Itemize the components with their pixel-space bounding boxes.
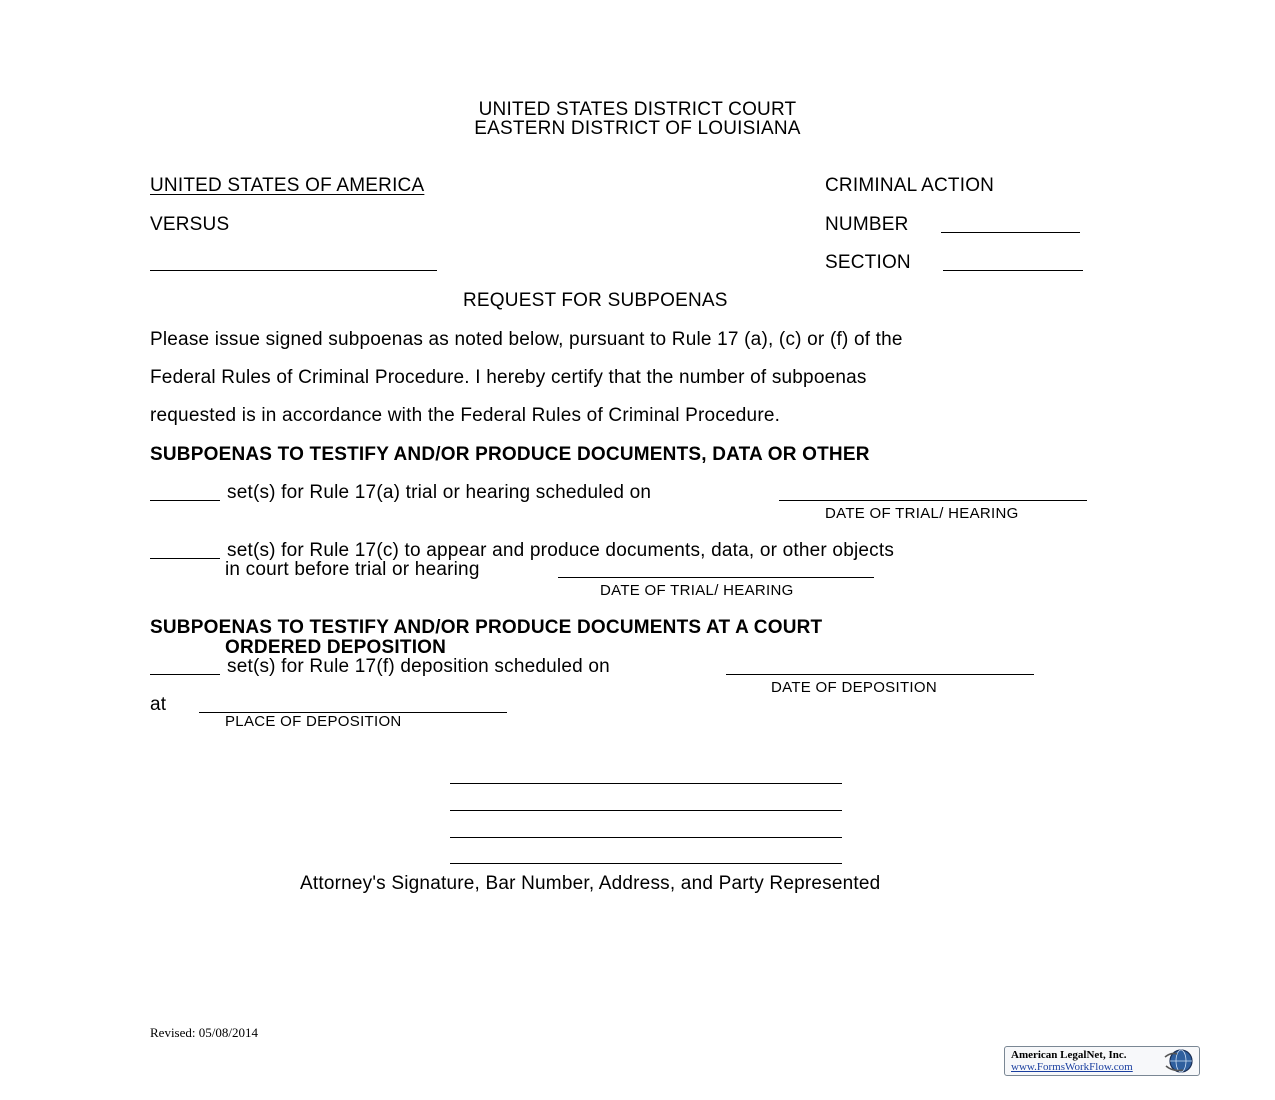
signature-line-1[interactable] [450,783,842,784]
versus-label: VERSUS [150,214,230,235]
court-name: UNITED STATES DISTRICT COURT [478,99,797,120]
court-district: EASTERN DISTRICT OF LOUISIANA [474,118,801,139]
rule17f-sets-field-line[interactable] [150,674,220,675]
signature-caption: Attorney's Signature, Bar Number, Address, and Party Represented [300,873,881,894]
deposition-date-caption: DATE OF DEPOSITION [771,679,937,696]
defendant-field-line[interactable] [150,270,437,271]
signature-line-3[interactable] [450,837,842,838]
intro-line-2: Federal Rules of Criminal Procedure. I hereby certify that the number of subpoenas [150,367,867,388]
rule17c-text-line-2: in court before trial or hearing [225,559,480,580]
criminal-action-label: CRIMINAL ACTION [825,175,995,196]
rule17a-sets-field-line[interactable] [150,500,220,501]
number-field-line[interactable] [941,232,1080,233]
section1-heading: SUBPOENAS TO TESTIFY AND/OR PRODUCE DOCUMENTS, DATA OR OTHER [150,444,870,465]
number-label: NUMBER [825,214,909,235]
rule17c-text-line-1: set(s) for Rule 17(c) to appear and produce documents, data, or other objects [227,540,895,561]
section-label: SECTION [825,252,911,273]
section2-heading-line-2: ORDERED DEPOSITION [225,637,447,658]
deposition-place-caption: PLACE OF DEPOSITION [225,713,402,730]
rule17c-date-caption: DATE OF TRIAL/ HEARING [600,582,794,599]
rule17a-date-caption: DATE OF TRIAL/ HEARING [825,505,1019,522]
signature-line-4[interactable] [450,863,842,864]
plaintiff-name: UNITED STATES OF AMERICA [150,175,425,196]
section-field-line[interactable] [943,270,1083,271]
rule17a-text: set(s) for Rule 17(a) trial or hearing scheduled on [227,482,652,503]
rule17c-sets-field-line[interactable] [150,558,220,559]
intro-line-1: Please issue signed subpoenas as noted below, pursuant to Rule 17 (a), (c) or (f) of the [150,329,903,350]
rule17f-text: set(s) for Rule 17(f) deposition scheduled on [227,656,610,677]
rule17c-date-field-line[interactable] [558,577,874,578]
logo-url-link[interactable]: www.FormsWorkFlow.com [1011,1061,1133,1073]
rule17f-date-field-line[interactable] [726,674,1034,675]
signature-line-2[interactable] [450,810,842,811]
section2-heading-line-1: SUBPOENAS TO TESTIFY AND/OR PRODUCE DOCUMENTS AT A COURT [150,617,823,638]
intro-line-3: requested is in accordance with the Federal Rules of Criminal Procedure. [150,405,781,426]
at-label: at [150,694,167,715]
globe-icon [1161,1048,1197,1074]
revised-date: Revised: 05/08/2014 [150,1025,258,1040]
americanlegalnet-logo[interactable] [1004,1046,1200,1076]
rule17a-date-field-line[interactable] [779,500,1087,501]
logo-company-name: American LegalNet, Inc. [1011,1049,1127,1061]
document-title: REQUEST FOR SUBPOENAS [463,290,728,311]
